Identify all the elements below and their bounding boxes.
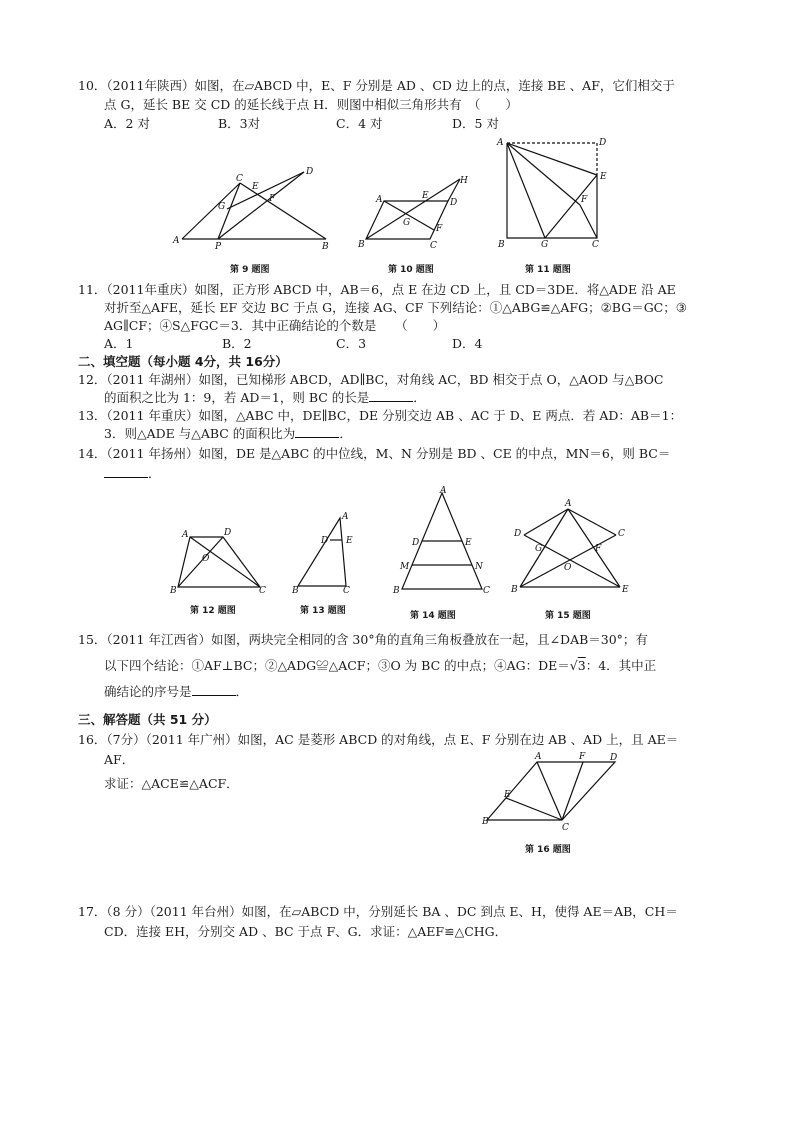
fig11-label-f: F [581,195,588,205]
q17-line1: 17．（8 分）（2011 年台州）如图，在▱ABCD 中，分别延长 BA 、DC 到点 E、H，使得 AE＝AB，CH＝ [78,904,678,919]
fig10-label-f: F [436,224,443,234]
q10-line1: 10．（2011年陕西）如图，在▱ABCD 中，E、F 分别是 AD 、CD 边上的点，连接 BE 、AF，它们相交于 [78,78,675,93]
fig15-label-b: B [511,585,518,595]
fig11-label-d: D [599,138,607,148]
fig9-label-b: B [322,242,329,252]
figure-10-caption: 第 10 题图 [388,265,434,275]
q10-option-d: D．5 对 [452,116,499,131]
q12-line1: 12．（2011 年湖州）如图，已知梯形 ABCD，AD∥BC，对角线 AC，BD 相交于点 O，△AOD 与△BOC [78,372,664,387]
q11-option-c: C．3 [336,336,367,351]
fig12-label-a: A [182,530,189,540]
fig14-label-m: M [400,562,410,572]
fig14-label-d: D [412,538,420,548]
figure-13 [290,510,355,595]
fig14-label-c: C [483,586,490,596]
figure-11 [492,135,617,250]
q11-option-a: A．1 [104,336,134,351]
fig15-label-o: O [564,563,572,573]
fig16-label-e: E [504,790,511,800]
q11-line1: 11．（2011年重庆）如图，正方形 ABCD 中，AB＝6，点 E 在边 CD 上，且 CD＝3DE．将△ADE 沿 AE [78,282,676,297]
fig10-label-e: E [422,191,429,201]
fig15-label-e: E [622,585,629,595]
fig14-label-b: B [393,586,400,596]
q10-option-a: A．2 对 [104,116,150,131]
fig12-label-o: O [202,554,210,564]
q14-answer-blank [104,466,148,478]
fig15-label-a: A [565,499,572,509]
fig15-label-g: G [535,544,543,554]
figure-12 [168,525,268,595]
fig10-label-c: C [430,241,437,251]
fig11-label-c: C [592,240,599,250]
fig13-label-c: C [343,586,350,596]
q11-option-b: B．2 [222,336,252,351]
q14-line2: ． [104,466,161,482]
q10-option-b: B．3对 [218,116,261,131]
q15-line1: 15．（2011 年江西省）如图，两块完全相同的含 30°角的直角三角板叠放在一起，且∠DAB＝30°；有 [78,632,648,647]
q15-line2: 以下四个结论：①AF⊥BC；②△ADG≌△ACF；③O 为 BC 的中点；④AG：DE＝√3：4．其中正 [104,658,657,673]
figure-15 [508,495,638,595]
q15-sqrt-value: 3 [577,658,586,673]
q12-line2: 的面积之比为 1：9，若 AD＝1，则 BC 的长是 ． [104,390,426,405]
fig13-label-b: B [292,586,299,596]
q13-answer-blank [295,426,339,438]
fig9-label-d: D [306,167,314,177]
q14-line1: 14．（2011 年扬州）如图，DE 是△ABC 的中位线，M、N 分别是 BD 、CE 的中点，MN＝6，则 BC＝ [78,446,671,461]
fig10-label-a: A [376,195,383,205]
q13-line2: 3．则△ADE 与△ABC 的面积比为 ． [104,426,352,441]
q11-line2: 对折至△AFE，延长 EF 交边 BC 于点 G，连接 AG、CF 下列结论：①△ABG≌△AFG；②BG＝GC；③ [104,300,687,315]
fig15-label-c: C [618,529,625,539]
figure-9 [170,165,340,250]
fig13-label-e: E [346,536,353,546]
fig15-label-d: D [514,529,522,539]
q10-option-c: C．4 对 [336,116,383,131]
q12-answer-blank [369,390,413,402]
fig16-label-c: C [562,823,569,833]
fig15-label-f: F [595,544,602,554]
fig11-label-g: G [541,240,549,250]
fig16-label-d: D [610,753,618,763]
fig9-label-c: C [236,174,243,184]
fig14-label-e: E [465,538,472,548]
section-3-heading: 三、解答题（共 51 分） [78,712,217,727]
fig14-label-a: A [440,486,447,496]
figure-14 [385,485,495,595]
figure-12-caption: 第 12 题图 [190,606,236,616]
figure-15-caption: 第 15 题图 [545,611,591,621]
q13-line1: 13．（2011 年重庆）如图，△ABC 中，DE∥BC，DE 分别交边 AB 、AC 于 D、E 两点．若 AD：AB＝1： [78,408,683,423]
fig16-label-a: A [535,752,542,762]
figure-10 [358,175,478,250]
fig12-label-b: B [170,586,177,596]
fig13-label-a: A [342,512,349,522]
fig16-label-b: B [482,817,489,827]
fig13-label-d: D [321,536,329,546]
figure-9-caption: 第 9 题图 [230,265,270,275]
fig16-label-f: F [579,752,586,762]
figure-13-caption: 第 13 题图 [300,606,346,616]
q11-line3: AG∥CF；④S△FGC＝3．其中正确结论的个数是 （ ） [104,318,446,333]
fig10-label-b: B [358,240,365,250]
q16-line1: 16．（7分）（2011 年广州）如图，AC 是菱形 ABCD 的对角线，点 E、F 分别在边 AB 、AD 上，且 AE＝ [78,732,679,747]
fig11-label-a: A [497,138,504,148]
q11-option-d: D．4 [452,336,483,351]
q15-line3: 确结论的序号是 ． [104,684,249,699]
fig9-label-p: P [215,242,222,252]
figure-16-caption: 第 16 题图 [525,845,571,855]
fig12-label-d: D [224,528,232,538]
fig9-label-g: G [218,202,226,212]
fig11-label-b: B [498,240,505,250]
fig11-label-e: E [600,172,607,182]
q17-line2: CD．连接 EH，分别交 AD 、BC 于点 F、G．求证：△AEF≌△CHG． [104,924,508,939]
q16-line2: AF． [104,752,135,767]
fig10-label-h: H [460,176,468,186]
fig12-label-c: C [259,586,266,596]
figure-11-caption: 第 11 题图 [525,265,571,275]
q15-answer-blank [192,684,236,696]
fig10-label-g: G [403,218,411,228]
fig9-label-a: A [173,236,180,246]
q10-line2: 点 G，延长 BE 交 CD 的延长线于点 H．则图中相似三角形共有 （ ） [104,97,518,112]
fig14-label-n: N [475,562,483,572]
fig10-label-d: D [450,198,458,208]
section-2-heading: 二、填空题（每小题 4分，共 16分） [78,354,288,369]
q16-line3: 求证：△ACE≌△ACF． [104,776,239,791]
figure-14-caption: 第 14 题图 [410,611,456,621]
figure-16 [482,752,622,832]
fig9-label-e: E [252,182,259,192]
fig9-label-f: F [269,194,276,204]
